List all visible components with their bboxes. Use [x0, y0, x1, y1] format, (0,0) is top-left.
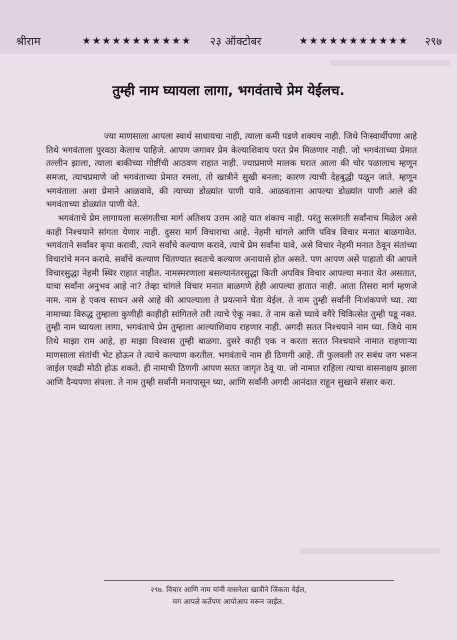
bleed-through-mark [330, 60, 450, 66]
header-stars-left: ★★★★★★★★★★★ [82, 36, 192, 47]
body-text [46, 131, 417, 390]
bleed-through-mark [300, 548, 440, 554]
footnote-divider [104, 580, 394, 581]
paragraph-2: भगवंताचे प्रेम लागायला सत्संगतीचा मार्ग अतिशय उत्तम आहे यात शंकाच नाही. परंतु सत्संगती सर्वांनाच मिळेल असे काही निश्चयाने सांगता येणार नाही. दुसरा मार्ग विचाराचा आहे. नेहमी चांगले आणि पवित्र विचार मनात बाळगावेत. भगवंताने सर्वांवर कृपा करावी, त्याने सर्वांचे कल्याण करावे, त्याचे प्रेम सर्वांना यावे, असे विचार नेहमी मनात ठेवून संतांच्या विचारांचे मनन करावे. सर्वांचे कल्याण चिंतण्यात स्वतःचे कल्याण अनायासे होत असते. पण आपण असे पाहातो की आपले विचारसुद्धा नेहमी स्थिर राहात नाहीत. नामस्मरणाला बसल्यानंतरसुद्धा किती अपवित्र विचार आपल्या मनात येत असतात, याचा सर्वांना अनुभव आहे ना? तेव्हा चांगले विचार मनात बाळगणे हेही आपल्या हातात नाही. आता तिसरा मार्ग म्हणजे नाम. नाम हे एकच साधन असे आहे की आपल्याला ते प्रयत्नाने घेता येईल. ते नाम तुम्ही सर्वांनी निःशंकपणे घ्या. त्या नामाच्या विरुद्ध तुम्हाला कुणीही काहीही सांगितले तरी त्याचे ऐकू नका. ते नाम कसे घ्यावे वगैरे चिकित्सेत तुम्ही पडू नका. तुम्ही नाम घ्यायला लागा, भगवंताचे प्रेम तुम्हाला आल्याशिवाय राहणार नाही. अगदी सतत निश्चयाने नाम घ्या. जिथे नाम तिथे माझा राम आहे, हा माझा विश्वास तुम्ही बाळगा. दुसरे काही एक न करता सतत निश्चयाने नामात राहणाऱ्या माणसाला संतांची भेट होऊन ते त्याचे कल्याण करतील. भगवंताचे नाम ही ठिणगी आहे. ती फुलवली तर सबंध जग भरून जाईल एवढी मोठी होऊ शकते. ही नामाची ठिणगी आपण सतत जागृत ठेवू या. जो नामात राहिला त्याचा वासनाक्षय झाला आणि दैन्यपणा संपला. ते नाम तुम्ही सर्वांनी मनापासून घ्या, आणि सर्वांनी अगदी आनंदात राहून सुखाने संसार करा. [46, 213, 417, 388]
header-left-text: श्रीराम [16, 35, 41, 48]
header-date: २३ ऑक्टोबर [210, 35, 262, 48]
header-stars-right: ★★★★★★★★★★★ [299, 36, 409, 47]
footnote-line-2: मग आपले कर्तेपण आपोआप मरून जाईल. [172, 597, 285, 606]
footnote [0, 584, 457, 608]
paragraph-1: ज्या माणसाला आपला स्वार्थ साधायचा नाही, त्याला कमी पडणे शक्यच नाही. जिथे निःस्वार्थीपणा आहे तिथे भगवंताला पुरवठा केलाच पाहिजे. आपण जगावर प्रेम केल्याशिवाय परत प्रेम मिळणार नाही. जो भगवंताच्या प्रेमात तल्लीन झाला, त्याला बाकीच्या गोष्टींची आठवण राहात नाही. ज्याप्रमाणे मालक घरात आला की चोर पळालाच म्हणून समजा, त्याचप्रमाणे जो भगवंताच्या प्रेमात रमला, तो खात्रीने सुखी बनला; कारण त्याची देहबुद्धी पळून जाते. म्हणून भगवंताला अशा प्रेमाने आळवावे, की त्याच्या डोळ्यांत पाणी यावे. आळवताना आपल्या डोळ्यांत पाणी आले की भगवंताच्या डोळ्यांत पाणी येते. [46, 132, 417, 211]
page-header [14, 34, 444, 50]
footnote-line-1: २९७. विचार आणि नाम यांनी वासनेला खात्रीने जिंकता येईल, [150, 585, 307, 594]
page-title: तुम्ही नाम घ्यायला लागा, भगवंताचे प्रेम येईलच. [112, 83, 345, 99]
page-number: २९७ [424, 35, 442, 48]
